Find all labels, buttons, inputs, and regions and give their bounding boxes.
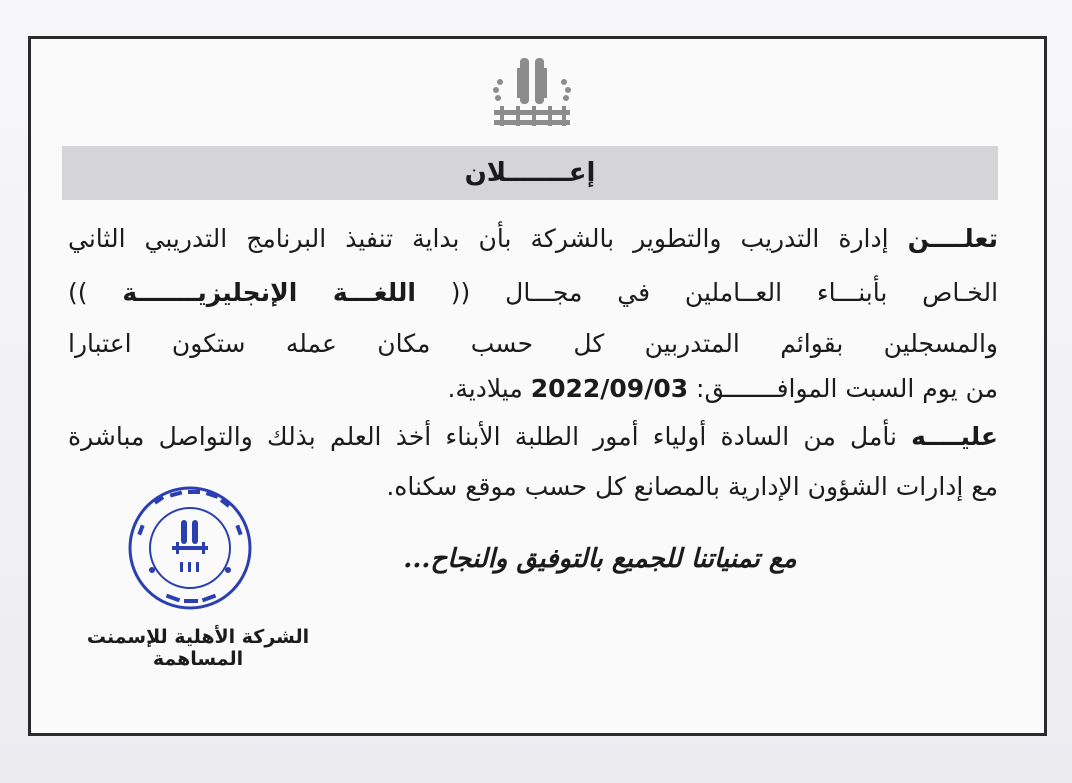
announcement-title: إعـــــــلان bbox=[464, 158, 596, 188]
body-line-6: مع إدارات الشؤون الإدارية بالمصانع كل حسب موقع سكناه. bbox=[386, 472, 998, 501]
body-line-5-text: نأمل من السادة أولياء أمور الطلبة الأبناء أخذ العلم بذلك والتواصل مباشرة bbox=[68, 422, 912, 451]
closing-wishes: مع تمنياتنا للجميع بالتوفيق والنجاح... bbox=[403, 544, 797, 574]
body-line-4-suffix: ميلادية. bbox=[447, 374, 531, 403]
body-line-2-open: (( bbox=[415, 278, 506, 307]
title-band bbox=[62, 146, 998, 200]
body-line-1-lead: تعلــــن bbox=[907, 224, 998, 253]
company-logo-icon bbox=[486, 48, 578, 136]
body-line-5 bbox=[68, 422, 998, 452]
course-subject: اللغـــة الإنجليزيـــــــة bbox=[122, 278, 416, 307]
body-line-2-close: )) bbox=[68, 278, 123, 307]
start-date: 2022/09/03 bbox=[530, 374, 689, 403]
body-line-5-lead: عليــــه bbox=[911, 422, 998, 451]
body-line-1 bbox=[68, 224, 998, 254]
body-line-1-text: إدارة التدريب والتطوير بالشركة بأن بداية تنفيذ البرنامج التدريبي الثاني bbox=[68, 224, 908, 253]
company-name: الشركة الأهلية للإسمنت المساهمة bbox=[86, 626, 310, 670]
body-line-4-text: من يوم السبت الموافـــــــق: bbox=[688, 374, 998, 403]
body-line-2-text: الخـاص بأبنـــاء العــاملين في مجـــال bbox=[505, 278, 999, 307]
body-line-2 bbox=[68, 278, 998, 308]
body-line-3: والمسجلين بقوائم المتدربين كل حسب مكان عمله ستكون اعتبارا bbox=[68, 329, 998, 358]
official-stamp-icon bbox=[126, 484, 254, 612]
body-line-4 bbox=[447, 374, 998, 404]
